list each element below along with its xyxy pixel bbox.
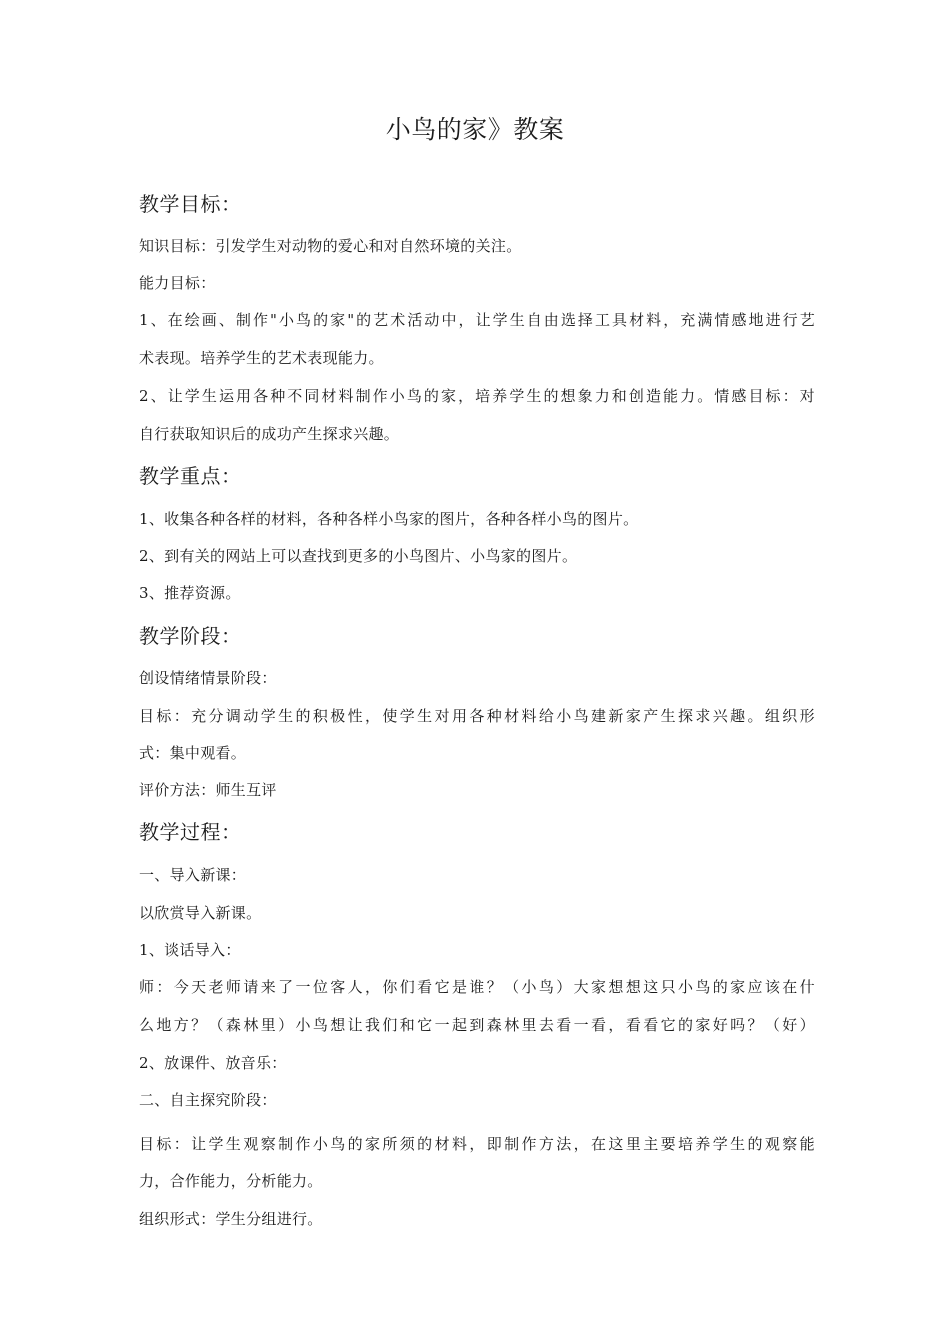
paragraph-ability-goal-2-line-2: 自行获取知识后的成功产生探求兴趣。 — [139, 425, 400, 443]
paragraph-exploration-goal-line-2: 力，合作能力，分析能力。 — [139, 1172, 323, 1190]
heading-teaching-goals: 教学目标： — [139, 192, 242, 216]
paragraph-ability-goal-1-line-1: 1、在绘画、制作"小鸟的家"的艺术活动中，让学生自由选择工具材料，充满情感地进行艺 — [139, 311, 815, 329]
paragraph-teacher-line-1: 师：今天老师请来了一位客人，你们看它是谁？（小鸟）大家想想这只小鸟的家应该在什 — [139, 978, 815, 996]
heading-teaching-process: 教学过程： — [139, 820, 242, 844]
paragraph-teacher-line-2: 么地方？（森林里）小鸟想让我们和它一起到森林里去看一看，看看它的家好吗？（好） — [139, 1016, 815, 1034]
document-title: 小鸟的家》教案 — [385, 115, 565, 144]
paragraph-ability-goal-title: 能力目标： — [139, 274, 216, 292]
paragraph-process-intro: 一、导入新课： — [139, 866, 247, 884]
paragraph-knowledge-goal: 知识目标：引发学生对动物的爱心和对自然环境的关注。 — [139, 237, 522, 255]
paragraph-ability-goal-1-line-2: 术表现。培养学生的艺术表现能力。 — [139, 349, 384, 367]
paragraph-exploration-goal-line-1: 目标：让学生观察制作小鸟的家所须的材料，即制作方法，在这里主要培养学生的观察能 — [139, 1135, 815, 1153]
paragraph-key-point-3: 3、推荐资源。 — [139, 584, 241, 602]
paragraph-key-point-2: 2、到有关的网站上可以查找到更多的小鸟图片、小鸟家的图片。 — [139, 547, 578, 565]
paragraph-process-talk: 1、谈话导入： — [139, 941, 241, 959]
heading-teaching-key-points: 教学重点： — [139, 464, 242, 488]
paragraph-courseware-music: 2、放课件、放音乐： — [139, 1054, 287, 1072]
paragraph-organization-form: 组织形式：学生分组进行。 — [139, 1210, 323, 1228]
paragraph-key-point-1: 1、收集各种各样的材料，各种各样小鸟家的图片，各种各样小鸟的图片。 — [139, 510, 639, 528]
heading-teaching-stage: 教学阶段： — [139, 624, 242, 648]
paragraph-stage-title: 创设情绪情景阶段： — [139, 669, 277, 687]
paragraph-stage-goal-line-1: 目标：充分调动学生的积极性，使学生对用各种材料给小鸟建新家产生探求兴趣。组织形 — [139, 707, 815, 725]
paragraph-self-exploration: 二、自主探究阶段： — [139, 1091, 277, 1109]
paragraph-ability-goal-2-line-1: 2、让学生运用各种不同材料制作小鸟的家，培养学生的想象力和创造能力。情感目标：对 — [139, 387, 815, 405]
paragraph-evaluation-method: 评价方法：师生互评 — [139, 781, 277, 799]
paragraph-process-appreciation: 以欣赏导入新课。 — [139, 904, 262, 922]
paragraph-stage-goal-line-2: 式：集中观看。 — [139, 744, 247, 762]
